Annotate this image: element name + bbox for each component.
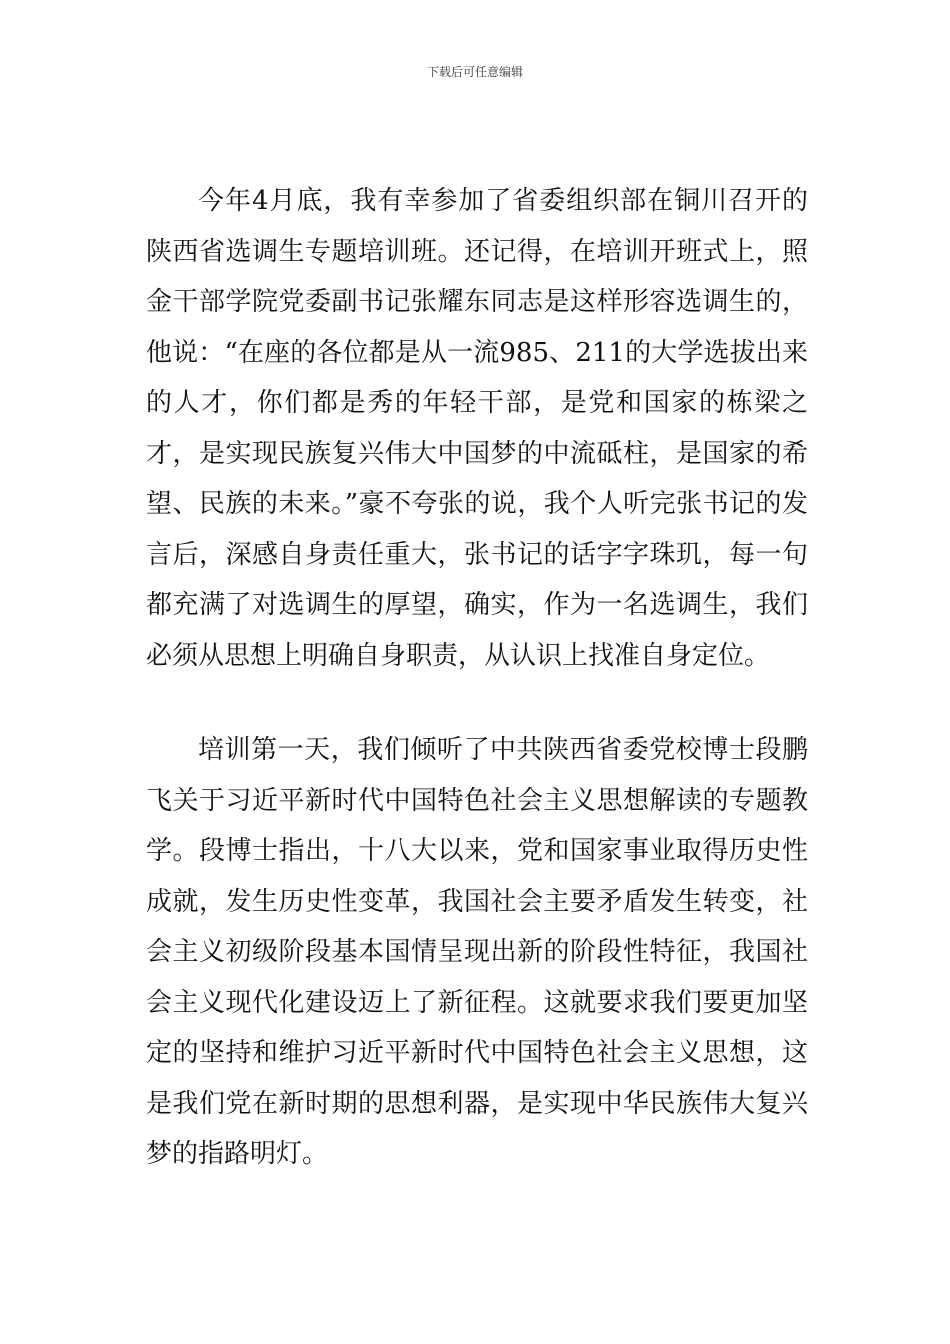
paragraph-1: 今年4月底，我有幸参加了省委组织部在铜川召开的陕西省选调生专题培训班。还记得，在培训开班式上，照金干部学院党委副书记张耀东同志是这样形容选调生的，他说：“在座的各位都是从一流985、211的大学选拔出来的人才，你们都是秀的年轻干部，是党和国家的栋梁之才，是实现民族复兴伟大中国梦的中流砥柱，是国家的希望、民族的未来。”豪不夸张的说，我个人听完张书记的发言后，深感自身责任重大，张书记的话字字珠玑，每一句都充满了对选调生的厚望，确实，作为一名选调生，我们必须从思想上明确自身职责，从认识上找准自身定位。 <box>146 186 808 671</box>
paragraph-2: 培训第一天，我们倾听了中共陕西省委党校博士段鹏飞关于习近平新时代中国特色社会主义思想解读的专题教学。段博士指出，十八大以来，党和国家事业取得历史性成就，发生历史性变革，我国社会主要矛盾发生转变，社会主义初级阶段基本国情呈现出新的阶段性特征，我国社会主义现代化建设迈上了新征程。这就要求我们要更加坚定的坚持和维护习近平新时代中国特色社会主义思想，这是我们党在新时期的思想利器，是实现中华民族伟大复兴梦的指路明灯。 <box>146 735 808 1169</box>
page-header: 下载后可任意编辑 <box>426 65 523 79</box>
